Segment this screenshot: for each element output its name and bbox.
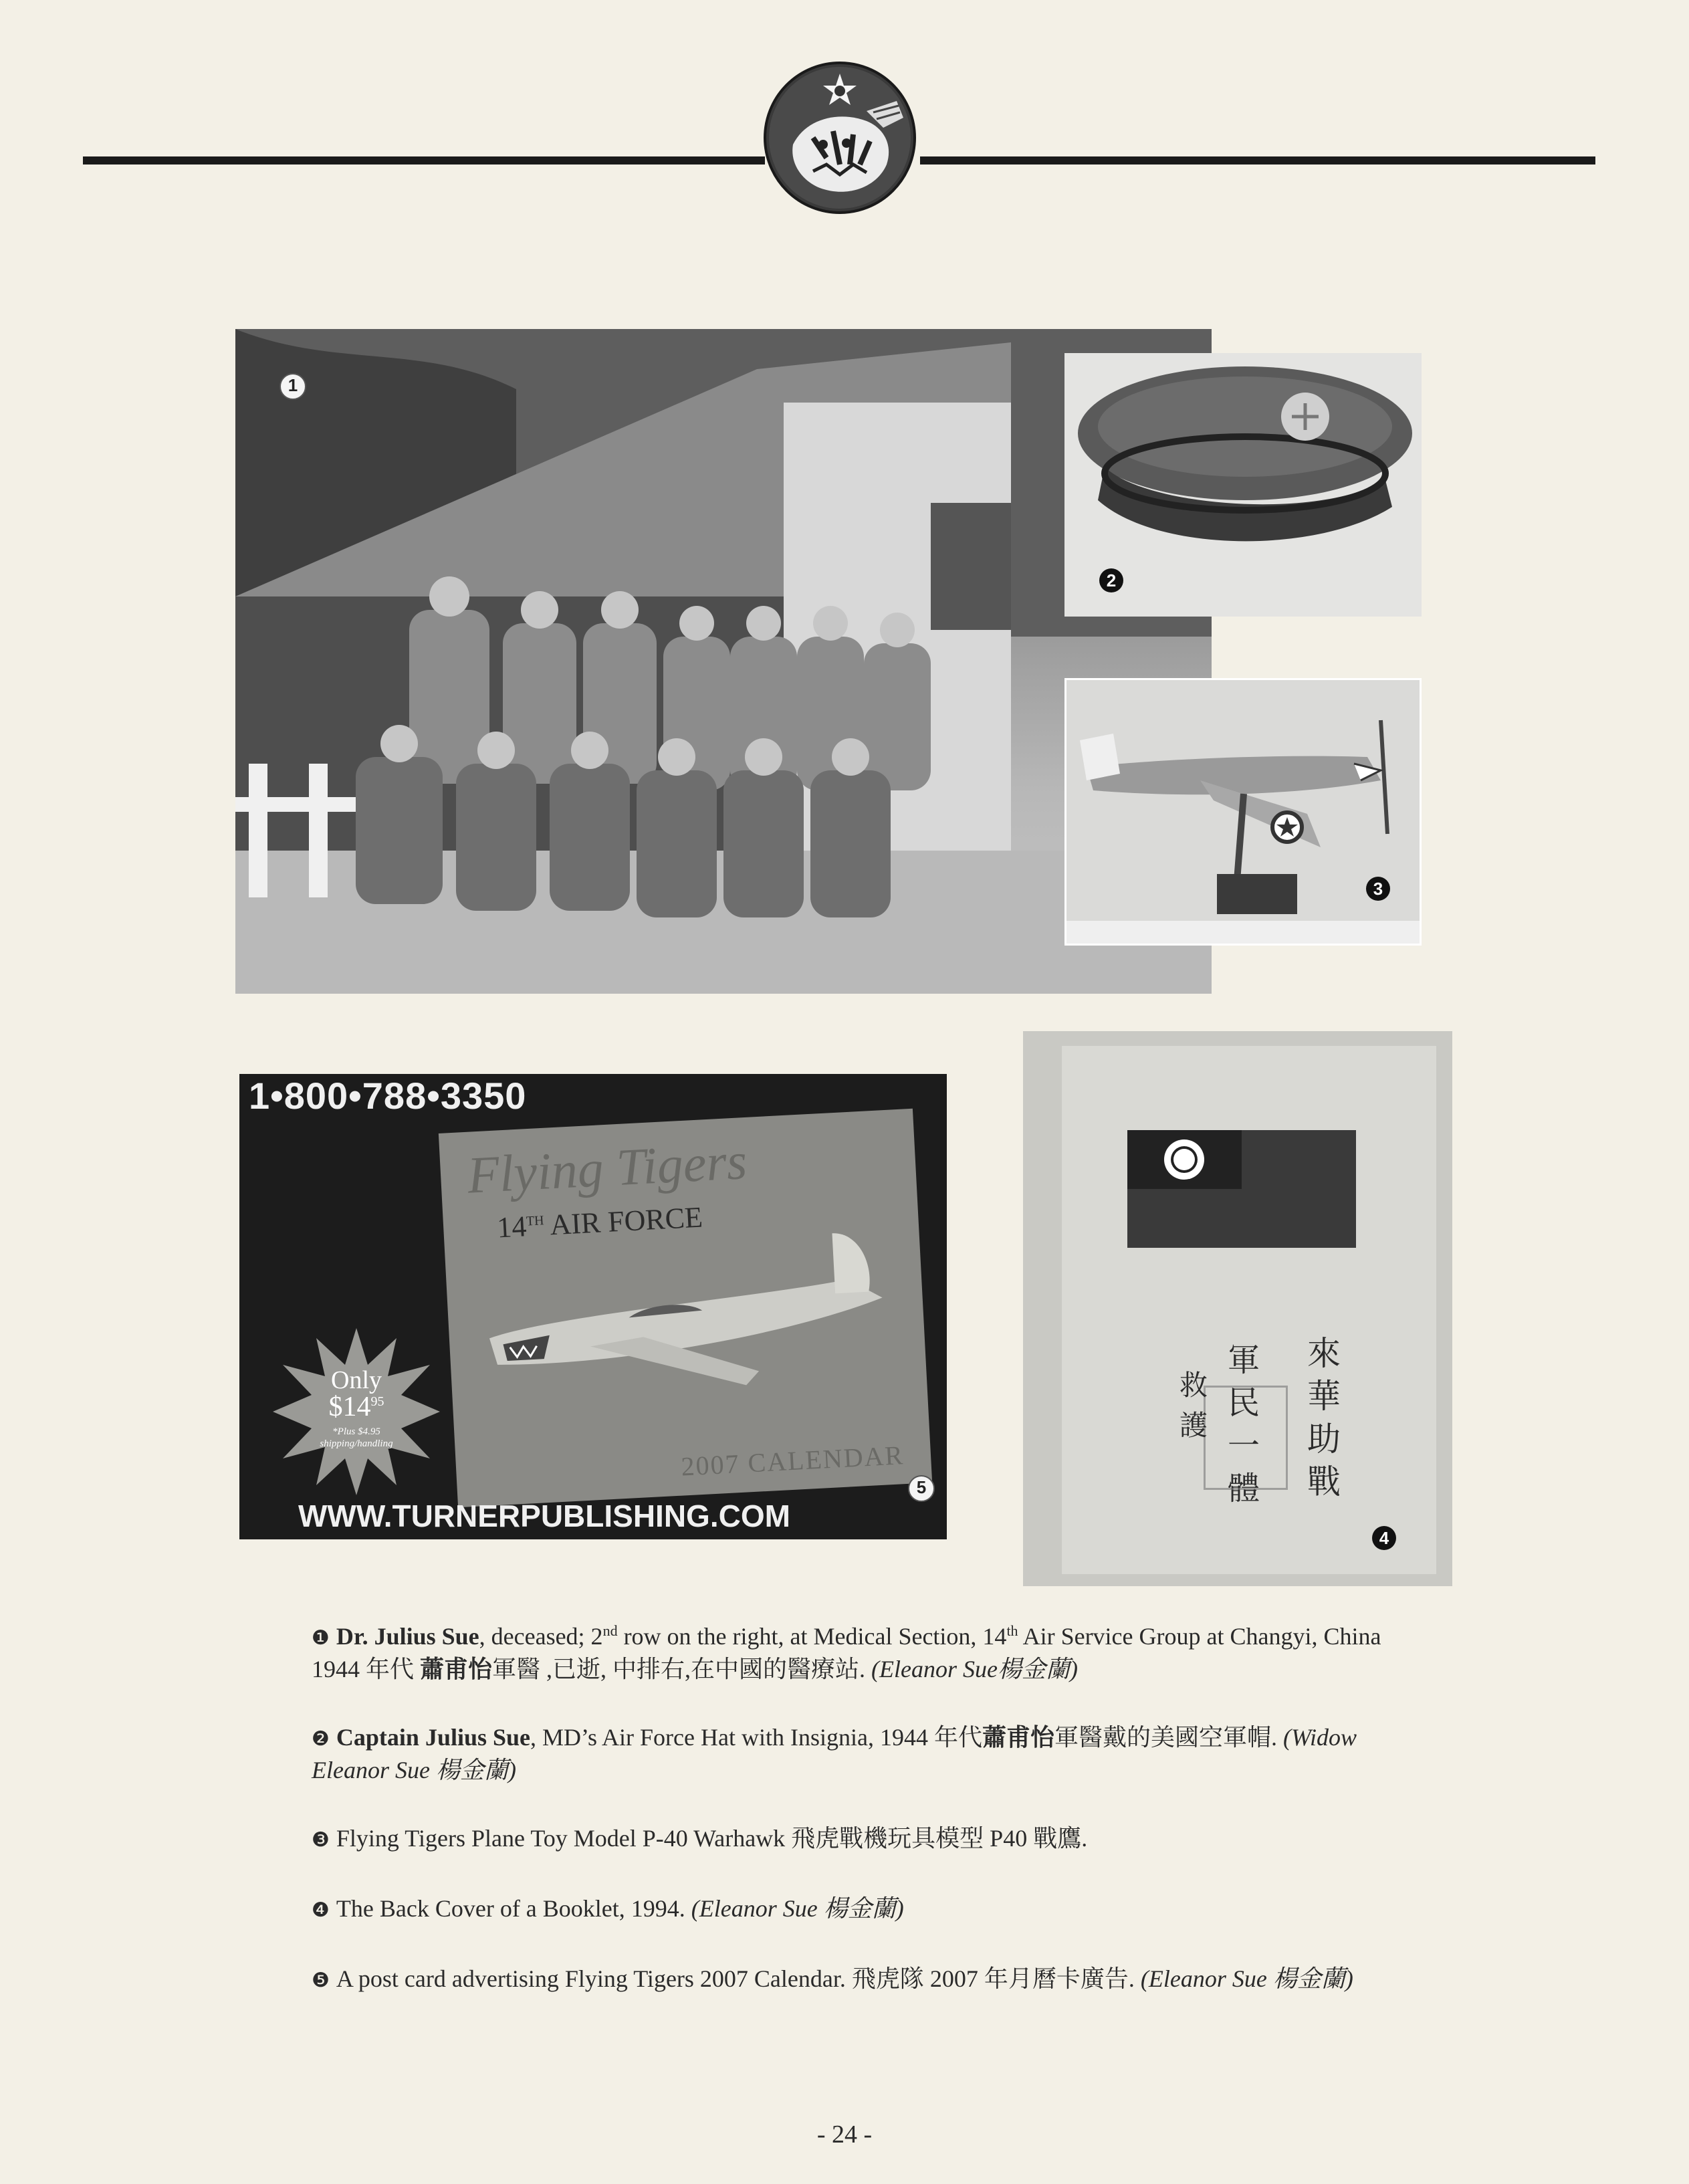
caption-2: ❷ Captain Julius Sue, MD’s Air Force Hat with Insignia, 1944 年代蕭甫怡軍醫戴的美國空軍帽. (Widow Eleanor Sue 楊金蘭) xyxy=(312,1724,1357,1783)
caption-4: ❹ The Back Cover of a Booklet, 1994. (Eleanor Sue 楊金蘭) xyxy=(312,1895,904,1922)
photo-air-force-hat xyxy=(1064,353,1422,617)
photo-marker-1: 1 xyxy=(279,373,306,400)
starburst-price: $\$14^{95}$ xyxy=(328,1392,384,1422)
calendar-postcard xyxy=(239,1074,947,1539)
booklet-middle-column: 軍 民 一 體 xyxy=(1227,1341,1260,1507)
caption-1: ❶ Dr. Julius Sue, deceased; 2nd row on the right, at Medical Section, 14th Air Service Group at Changyi, China 1944 年代 蕭甫怡軍醫 ,已逝, 中排右,在中國的醫療站. (Eleanor Sue楊金蘭) xyxy=(312,1622,1381,1682)
starburst-only: Only xyxy=(331,1366,382,1394)
photo-marker-2: 2 xyxy=(1099,568,1123,592)
page-number: - 24 - xyxy=(816,2120,873,2149)
calendar-year: 2007 CALENDAR xyxy=(680,1440,905,1482)
photo-marker-3: 3 xyxy=(1366,877,1390,901)
photo-marker-5: 5 xyxy=(908,1475,935,1502)
starburst-note: *Plus $4.95 shipping/handling xyxy=(320,1426,393,1449)
booklet-left-column: 救 護 xyxy=(1179,1369,1208,1442)
calendar-subtitle: 14TH AIR FORCE xyxy=(496,1200,704,1244)
caption-5: ❺ A post card advertising Flying Tigers 2007 Calendar. 飛虎隊 2007 年月曆卡廣告. (Eleanor Sue 楊金蘭) xyxy=(312,1965,1353,1992)
caption-3: ❸ Flying Tigers Plane Toy Model P-40 Warhawk 飛虎戰機玩具模型 P40 戰鷹. xyxy=(312,1825,1088,1852)
caption-list xyxy=(312,1621,1435,2034)
photo-p40-warhawk-model xyxy=(1064,678,1422,946)
postcard-calendar-art xyxy=(439,1109,932,1507)
postcard-phone: 1•800•788•3350 xyxy=(249,1075,527,1117)
header-rule-left xyxy=(83,156,765,165)
roc-flag-icon xyxy=(1127,1130,1356,1248)
booklet-title-column: 來 華 助 戰 xyxy=(1307,1334,1341,1501)
photo-booklet-back-cover xyxy=(1023,1031,1452,1586)
header-rule-right xyxy=(920,156,1595,165)
photo-marker-4: 4 xyxy=(1372,1526,1396,1550)
postcard-website: WWW.TURNERPUBLISHING.COM xyxy=(298,1499,790,1533)
booklet-stamp xyxy=(1204,1386,1288,1490)
price-starburst xyxy=(273,1328,440,1495)
calendar-title: Flying Tigers xyxy=(465,1131,749,1204)
flying-tiger-emblem xyxy=(764,62,916,214)
